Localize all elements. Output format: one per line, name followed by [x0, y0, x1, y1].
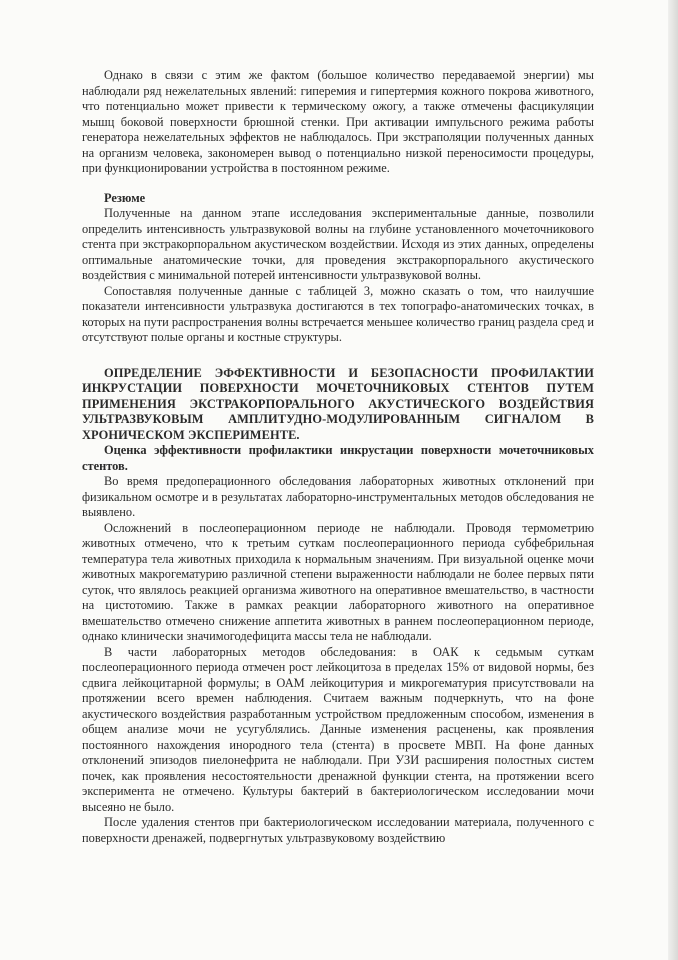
spacer [82, 346, 594, 366]
page-edge-shadow [668, 0, 678, 960]
paragraph-5: Осложнений в послеоперационном периоде не наблюдали. Проводя термометрию животных отмечено, что к третьим суткам послеоперационного периода субфебрильная температура тела животных приходила к нормальным значениям. При визуальной оценке мочи животных макрогематурию различной степени выраженности наблюдали не более первых пяти суток, что являлось реакцией организма животного на оперативное вмешательство, в частности на цистотомию. Также в рамках реакции лабораторного животного на оперативное вмешательство отмечено снижение аппетита животных в раннем послеоперационном периоде, однако клинически значимогодефицита массы тела не наблюдали. [82, 520, 594, 643]
spacer [82, 177, 594, 191]
paragraph-3: Сопоставляя полученные данные с таблицей 3, можно сказать о том, что наилучшие показатели интенсивности ультразвука достигаются в тех топографо-анатомических точках, в которых на пути распространения волны встречается меньшее количество границ раздела сред и отсутствуют полые органы и костные структуры. [82, 283, 595, 344]
document-body [82, 68, 594, 846]
resume-title: Резюме [104, 190, 146, 205]
paragraph-1: Однако в связи с этим же фактом (большое количество передаваемой энергии) мы наблюдали ряд нежелательных явлений: гиперемия и гипертермия кожного покрова животного, что потенциально может привести к термическому ожогу, а также отмечены фасцикуляции мышц боковой поверхности брюшной стенки. При активации импульсного режима работы генератора нежелательных эффектов не наблюдалось. При экстраполяции полученных данных на организм человека, закономерен вывод о потенциально низкой переносимости процедуры, при функционировании устройства в постоянном режиме. [82, 68, 594, 175]
paragraph-2: Полученные на данном этапе исследования экспериментальные данные, позволили определить интенсивность ультразвуковой волны на глубине установленного мочеточникового стента при экстракорпоральном акустическом воздействии. Исходя из этих данных, определены оптимальные анатомические точки, для проведения экстракорпорального акустического воздействия с минимальной потерей интенсивности ультразвуковой волны. [82, 206, 594, 282]
paragraph-4: Во время предоперационного обследования лабораторных животных отклонений при физикальном осмотре и в результатах лабораторно-инструментальных методов обследования не выявлено. [82, 474, 594, 519]
section-heading: ОПРЕДЕЛЕНИЕ ЭФФЕКТИВНОСТИ И БЕЗОПАСНОСТИ ПРОФИЛАКТИИ ИНКРУСТАЦИИ ПОВЕРХНОСТИ МОЧЕТОЧНИКОВЫХ СТЕНТОВ ПУТЕМ ПРИМЕНЕНИЯ ЭКСТРАКОРПОРАЛЬНОГО АКУСТИЧЕСКОГО ВОЗДЕЙСТВИЯ УЛЬТРАЗВУКОВЫМ АМПЛИТУДНО-МОДУЛИРОВАННЫМ СИГНАЛОМ В ХРОНИЧЕСКОМ ЭКСПЕРИМЕНТЕ. [82, 365, 594, 442]
paragraph-7: После удаления стентов при бактериологическом исследовании материала, полученного с поверхности дренажей, подвергнутых ультразвуковому воздействию [82, 815, 594, 845]
paragraph-6: В части лабораторных методов обследования: в ОАК к седьмым суткам послеоперационного периода отмечен рост лейкоцитоза в пределах 15% от видовой нормы, без сдвига лейкоцитарной формулы; в ОАМ лейкоцитурия и микрогематурия присутствовали на протяжении всего времен наблюдения. Считаем важным подчеркнуть, что на фоне акустического воздействия разработанным устройством предложенным способом, изменения в общем анализе мочи не усугублялись. Данные изменения расценены, как проявления постоянного нахождения инородного тела (стента) в просвете МВП. На фоне данных отклонений эпизодов пиелонефрита не наблюдали. При УЗИ расширения полостных систем почек, как проявления несостоятельности дренажной функции стента, на протяжении всего эксперимента не отмечено. Культуры бактерий в бактериологическом исследовании мочи высеяно не было. [82, 644, 594, 814]
subsection-heading: Оценка эффективности профилактики инкрустации поверхности мочеточниковых стентов. [82, 443, 594, 473]
